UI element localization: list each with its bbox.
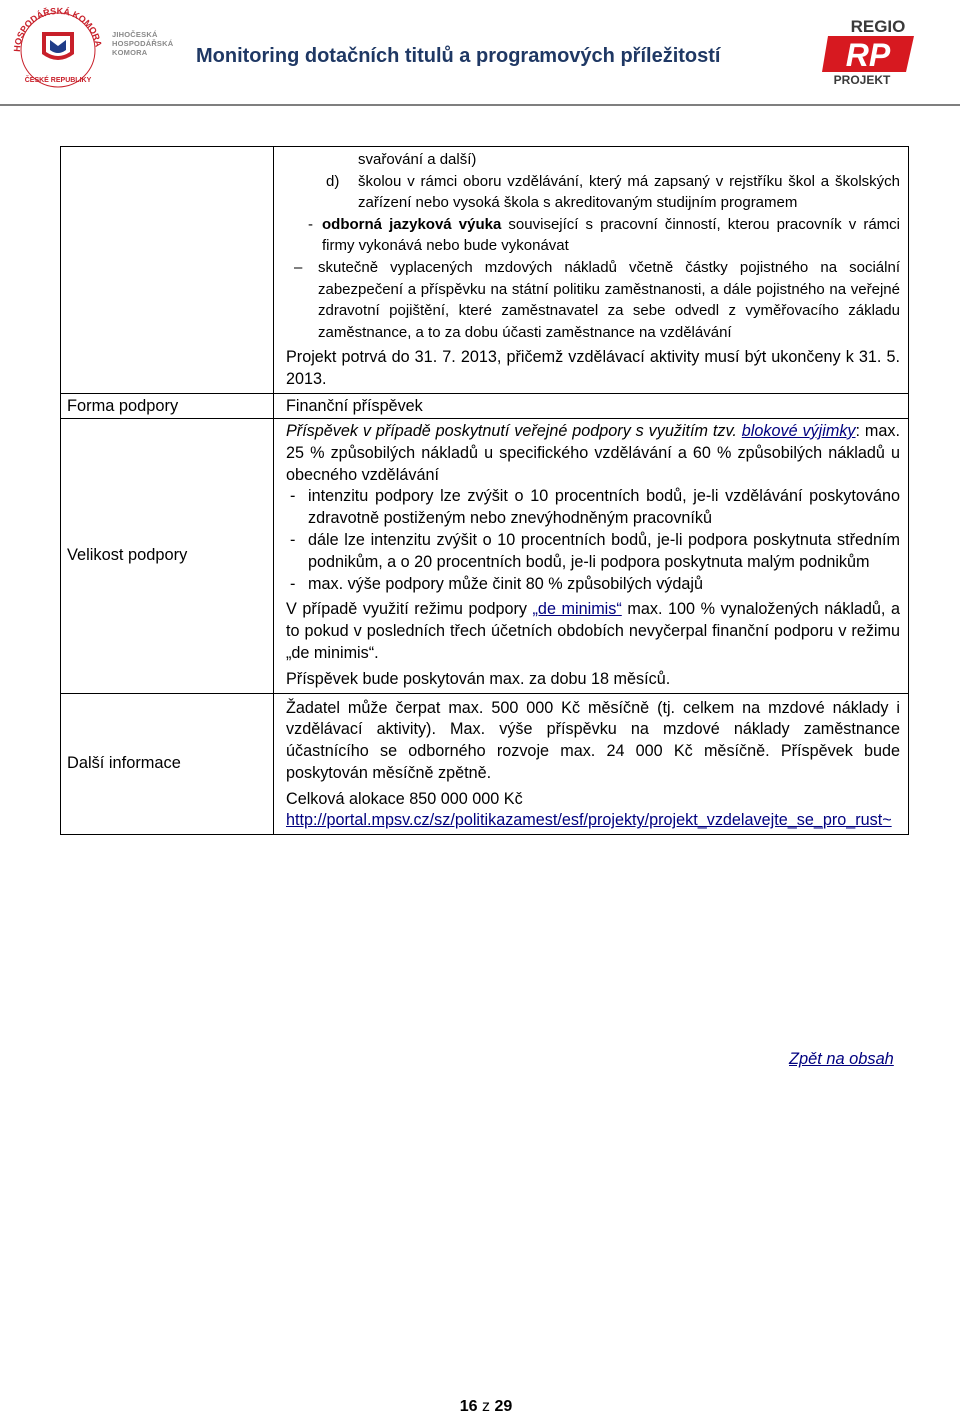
text-line: svařování a další) <box>358 151 477 168</box>
list-text: intenzitu podpory lze zvýšit o 10 procentních bodů, je-li vzdělávání poskytováno zdravotně postiženým nebo znevýhodněným pracovníků <box>308 487 900 528</box>
list-text: skutečně vyplacených mzdových nákladů včetně částky pojistného na sociální zabezpečení a příspěvku na státní politiku zaměstnanosti, a dále pojistného na veřejné zdravotní pojištění, které zaměstnavatel za sebe odvedl z vyměřovacího základu zaměstnance, a to za dobu účasti zaměstnance na vzdělávání <box>318 258 900 341</box>
page-title: Monitoring dotačních titulů a programových příležitostí <box>196 45 721 67</box>
allocation-text: Celková alokace 850 000 000 Kč <box>286 789 523 808</box>
row-label-velikost <box>61 418 274 693</box>
list-item <box>286 171 900 214</box>
chamber-seal-logo <box>8 2 108 88</box>
text-span: V případě využití režimu podpory <box>286 600 533 619</box>
program-url-link[interactable]: http://portal.mpsv.cz/sz/politikazamest/esf/projekty/projekt_vzdelavejte_se_pro_rust~ <box>286 811 892 830</box>
row-value-continuation <box>274 147 909 394</box>
regio-rp-projekt-logo <box>822 14 918 86</box>
svg-text:HOSPODÁŘSKÁ KOMORA: HOSPODÁŘSKÁ KOMORA <box>11 5 104 53</box>
blokove-vyjimky-link[interactable]: blokové výjimky <box>741 421 856 440</box>
list-marker: - <box>290 574 296 593</box>
table-row <box>61 393 909 418</box>
info-paragraph: Žadatel může čerpat max. 500 000 Kč měsíčně (tj. celkem na mzdové náklady i vzdělávací aktivity). Max. výše příspěvku na mzdové náklady zaměstnance účastnícího se odborného rozvoje max. 24 000 Kč měsíčně. Příspěvek bude poskytován měsíčně zpětně. <box>286 698 900 782</box>
list-marker: d) <box>326 172 340 190</box>
chamber-line: HOSPODÁŘSKÁ <box>112 39 174 48</box>
list-text: dále lze intenzitu zvýšit o 10 procentních bodů, je-li podpora poskytnuta středním podnikům, a o 20 procentních bodů, je-li podpora poskytnuta malým podnikům <box>308 530 900 571</box>
page-number <box>0 1398 960 1416</box>
svg-text:REGIO: REGIO <box>850 17 906 36</box>
label-text: Velikost podpory <box>67 546 188 565</box>
header-divider <box>0 104 960 106</box>
list-item <box>286 214 900 257</box>
list-marker: – <box>294 258 303 276</box>
page-total: 29 <box>494 1398 513 1415</box>
chamber-name <box>112 30 192 57</box>
table-row <box>61 147 909 394</box>
row-value-velikost <box>274 418 909 693</box>
de-minimis-paragraph <box>286 599 900 664</box>
row-label-empty <box>61 147 274 394</box>
list-item <box>286 257 900 343</box>
list-text <box>322 214 900 257</box>
svg-text:ČESKÉ REPUBLIKY: ČESKÉ REPUBLIKY <box>24 77 92 84</box>
page-of: z <box>482 1398 490 1415</box>
label-text: Další informace <box>67 754 181 773</box>
table-row <box>61 418 909 693</box>
de-minimis-link[interactable]: „de minimis“ <box>532 600 622 619</box>
value-text: Finanční příspěvek <box>286 396 423 415</box>
velikost-paragraph <box>286 419 900 486</box>
row-label-dalsi <box>61 693 274 835</box>
page-current: 16 <box>459 1398 478 1415</box>
duration-paragraph: Příspěvek bude poskytován max. za dobu 18 měsíců. <box>286 669 671 688</box>
label-text: Forma podpory <box>67 396 179 415</box>
list-marker: - <box>290 530 296 549</box>
text-span: : max. 25 % způsobilých nákladů u specifického vzdělávání a 60 % způsobilých nákladů u obecného vzdělávání <box>286 421 900 484</box>
list-text: max. výše podpory může činit 80 % způsobilých výdajů <box>308 574 703 593</box>
svg-text:PROJEKT: PROJEKT <box>833 73 891 86</box>
table-row <box>61 693 909 835</box>
row-label-forma <box>61 393 274 418</box>
list-item <box>286 486 900 530</box>
text-span: max. 100 % vynaložených nákladů, a to pokud v posledních třech účetních obdobích nevyčerpal finanční podporu v režimu „de minimis“. <box>286 600 901 662</box>
list-item <box>286 530 900 574</box>
chamber-line: JIHOČESKÁ <box>112 30 158 39</box>
bold-text: odborná jazyková výuka <box>322 215 502 233</box>
url-container <box>286 810 900 834</box>
text-span: související s pracovní činností, kterou pracovník v rámci firmy vykonává nebo bude vykonávat <box>322 215 901 255</box>
svg-text:RP: RP <box>845 37 891 73</box>
list-text: školou v rámci oboru vzdělávání, který má zapsaný v rejstříku škol a školských zařízení nebo vysoká škola s akreditovaným studijním programem <box>358 172 900 212</box>
chamber-line: KOMORA <box>112 48 148 57</box>
row-value-dalsi <box>274 693 909 835</box>
row-value-forma <box>274 393 909 418</box>
project-duration: Projekt potrvá do 31. 7. 2013, přičemž vzdělávací aktivity musí být ukončeny k 31. 5. 2013. <box>286 348 900 389</box>
velikost-bullets <box>286 486 900 595</box>
page-header <box>0 0 960 106</box>
list-marker: - <box>308 215 313 233</box>
italic-text: Příspěvek v případě poskytnutí veřejné podpory s využitím tzv. <box>286 421 737 440</box>
list-marker: - <box>290 487 296 506</box>
program-details-table <box>60 146 909 835</box>
list-item <box>286 574 900 596</box>
back-to-contents-link[interactable]: Zpět na obsah <box>789 1050 894 1068</box>
